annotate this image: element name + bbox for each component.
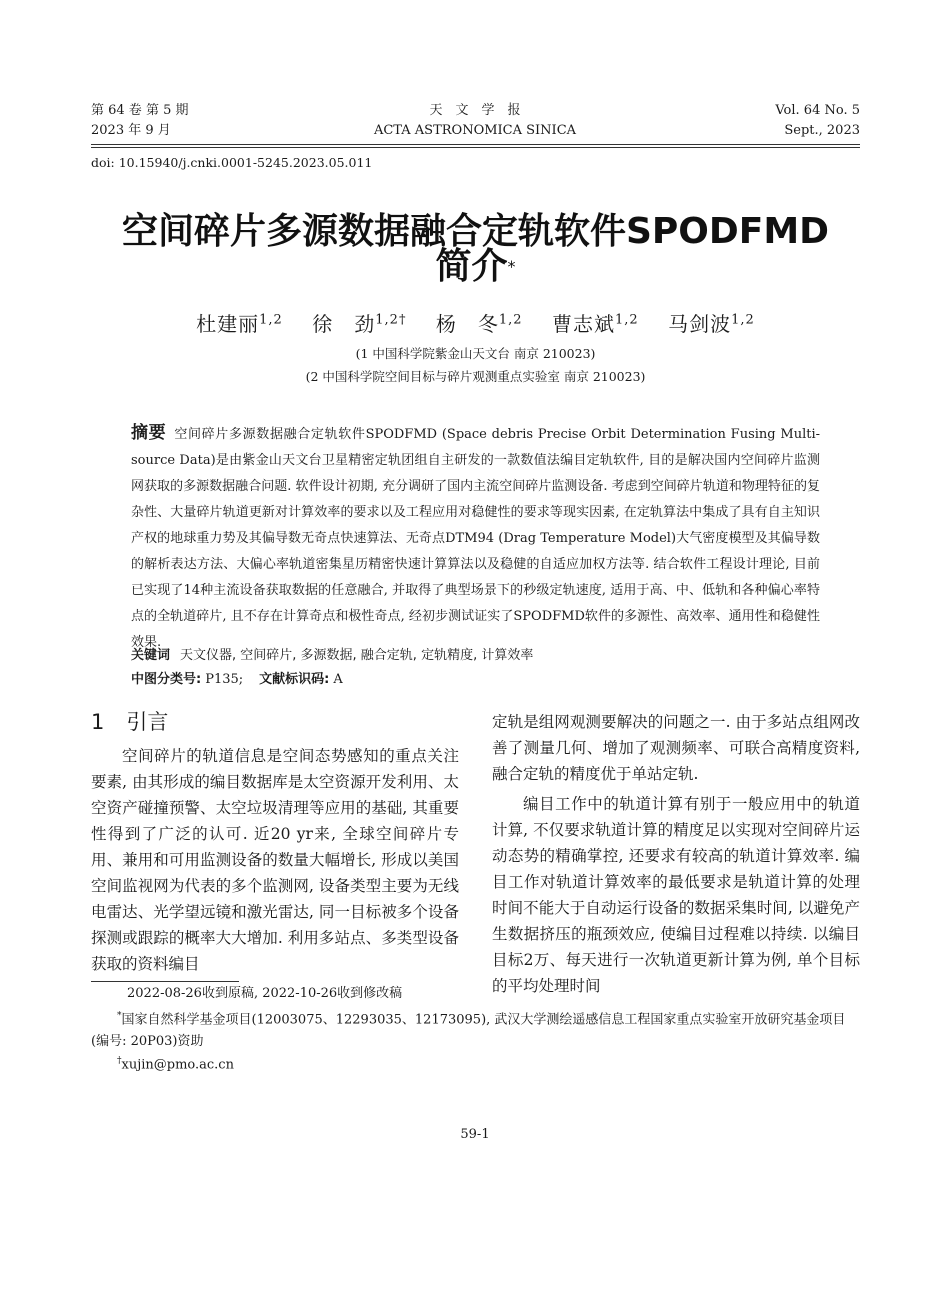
header-month-year: Sept., 2023 [784,123,860,138]
title-footnote-mark: * [507,257,516,276]
header-vol-no: Vol. 64 No. 5 [775,103,860,118]
section-number: 1 [91,710,105,734]
footnote-received: 2022-08-26收到原稿, 2022-10-26收到修改稿 [127,986,403,1001]
doc-code-label: 文献标识码: [259,672,330,687]
header-date: 2023 年 9 月 [91,123,171,138]
footnote-rule [91,981,239,982]
abstract-label: 摘要 [131,423,167,443]
journal-name-english: ACTA ASTRONOMICA SINICA [373,123,577,138]
clc-value: P135; [205,672,244,687]
left-column [91,743,459,977]
author: 马剑波$^{1,2}$ [668,311,755,336]
doc-code-value: A [333,672,343,687]
footnote-fund [91,1005,860,1053]
section-title: 引言 [126,710,169,734]
page-number: 59-1 [460,1127,490,1142]
journal-volume [660,101,860,141]
header-rule-bottom [91,147,860,148]
author: 杨 冬$^{1,2}$ [435,311,523,336]
header-volume-issue: 第 64 卷 第 5 期 [91,103,189,118]
journal-name [300,101,650,141]
fund-mark: * [117,1011,122,1021]
journal-issue [91,101,188,141]
title-line-1: 空间碎片多源数据融合定轨软件SPODFMD [121,211,830,252]
email-address[interactable]: xujin@pmo.ac.cn [121,1057,234,1073]
author: 杜建丽$^{1,2}$ [196,311,283,336]
title-line-2: 简介 [435,246,508,287]
affiliation-2: (2 中国科学院空间目标与碎片观测重点实验室 南京 210023) [305,369,646,384]
classification [131,669,820,691]
keywords-text: 天文仪器, 空间碎片, 多源数据, 融合定轨, 定轨精度, 计算效率 [180,648,534,663]
right-column [492,709,860,999]
section-heading [91,708,168,736]
footnote-email [91,1050,860,1076]
clc-label: 中图分类号: [131,672,202,687]
fund-text: 国家自然科学基金项目(12003075、12293035、12173095), 武汉大学测绘遥感信息工程国家重点实验室开放研究基金项目(编号: 20P03)资助 [91,1012,846,1050]
keywords-label: 关键词 [131,648,171,663]
affiliation-1: (1 中国科学院紫金山天文台 南京 210023) [355,346,596,361]
email-mark: † [117,1056,122,1066]
paragraph: 空间碎片的轨道信息是空间态势感知的重点关注要素, 由其形成的编目数据库是太空资源开发利用、太空资产碰撞预警、太空垃圾清理等应用的基础, 其重要性得到了广泛的认可. 近20 yr来, 全球空间碎片专用、兼用和可用监测设备的数量大幅增长, 形成以美国空间监视网为代表的多个监测网, 设备类型主要为无线电雷达、光学望远镜和激光雷达, 同一目标被多个设备探测或跟踪的概率大大增加. 利用多站点、多类型设备获取的资料编目 [91,747,459,973]
paper-title-continued [91,246,860,287]
author: 曹志斌$^{1,2}$ [552,311,639,336]
doi[interactable]: doi: 10.15940/j.cnki.0001-5245.2023.05.011 [91,155,373,170]
paragraph: 定轨是组网观测要解决的问题之一. 由于多站点组网改善了测量几何、增加了观测频率、可联合高精度资料, 融合定轨的精度优于单站定轨. [492,713,860,783]
author-list [91,307,860,337]
header-rule-top [91,144,860,145]
author: 徐 劲$^{1,2\dagger}$ [312,311,407,336]
keywords [131,645,820,667]
journal-name-chinese: 天 文 学 报 [429,103,521,118]
abstract-text: 空间碎片多源数据融合定轨软件SPODFMD (Space debris Precise Orbit Determination Fusing Multi-source Data)是由紫金山天文台卫星精密定轨团组自主研发的一款数值法编目定轨软件, 目的是解决国内空间碎片监测网获取的多源数据融合问题. 软件设计初期, 充分调研了国内主流空间碎片监测设备. 考虑到空间碎片轨道和物理特征的复杂性、大量碎片轨道更新对计算效率的要求以及工程应用对稳健性的要求等现实因素, 在定轨算法中集成了具有自主知识产权的地球重力势及其偏导数无奇点快速算法、无奇点DTM94 (Drag Temperature Model)大气密度模型及其偏导数的解析表达方法、大偏心率轨道密集星历精密快速计算算法以及稳健的自适应加权方法等. 结合软件工程设计理论, 目前已实现了14种主流设备获取数据的任意融合, 并取得了典型场景下的秒级定轨速度, 适用于高、中、低轨和各种偏心率特点的全轨道碎片, 且不存在计算奇点和极性奇点, 经初步测试证实了SPODFMD软件的多源性、高效率、通用性和稳健性效果. [131,427,821,650]
paper-title [91,211,860,252]
paragraph: 编目工作中的轨道计算有别于一般应用中的轨道计算, 不仅要求轨道计算的精度足以实现对空间碎片运动态势的精确掌控, 还要求有较高的轨道计算效率. 编目工作对轨道计算效率的最低要求是轨道计算的处理时间不能大于自动运行设备的数据采集时间, 以避免产生数据挤压的瓶颈效应, 使编目过程难以持续. 以编目目标2万、每天进行一次轨道更新计算为例, 单个目标的平均处理时间 [492,795,860,995]
abstract [131,420,820,656]
